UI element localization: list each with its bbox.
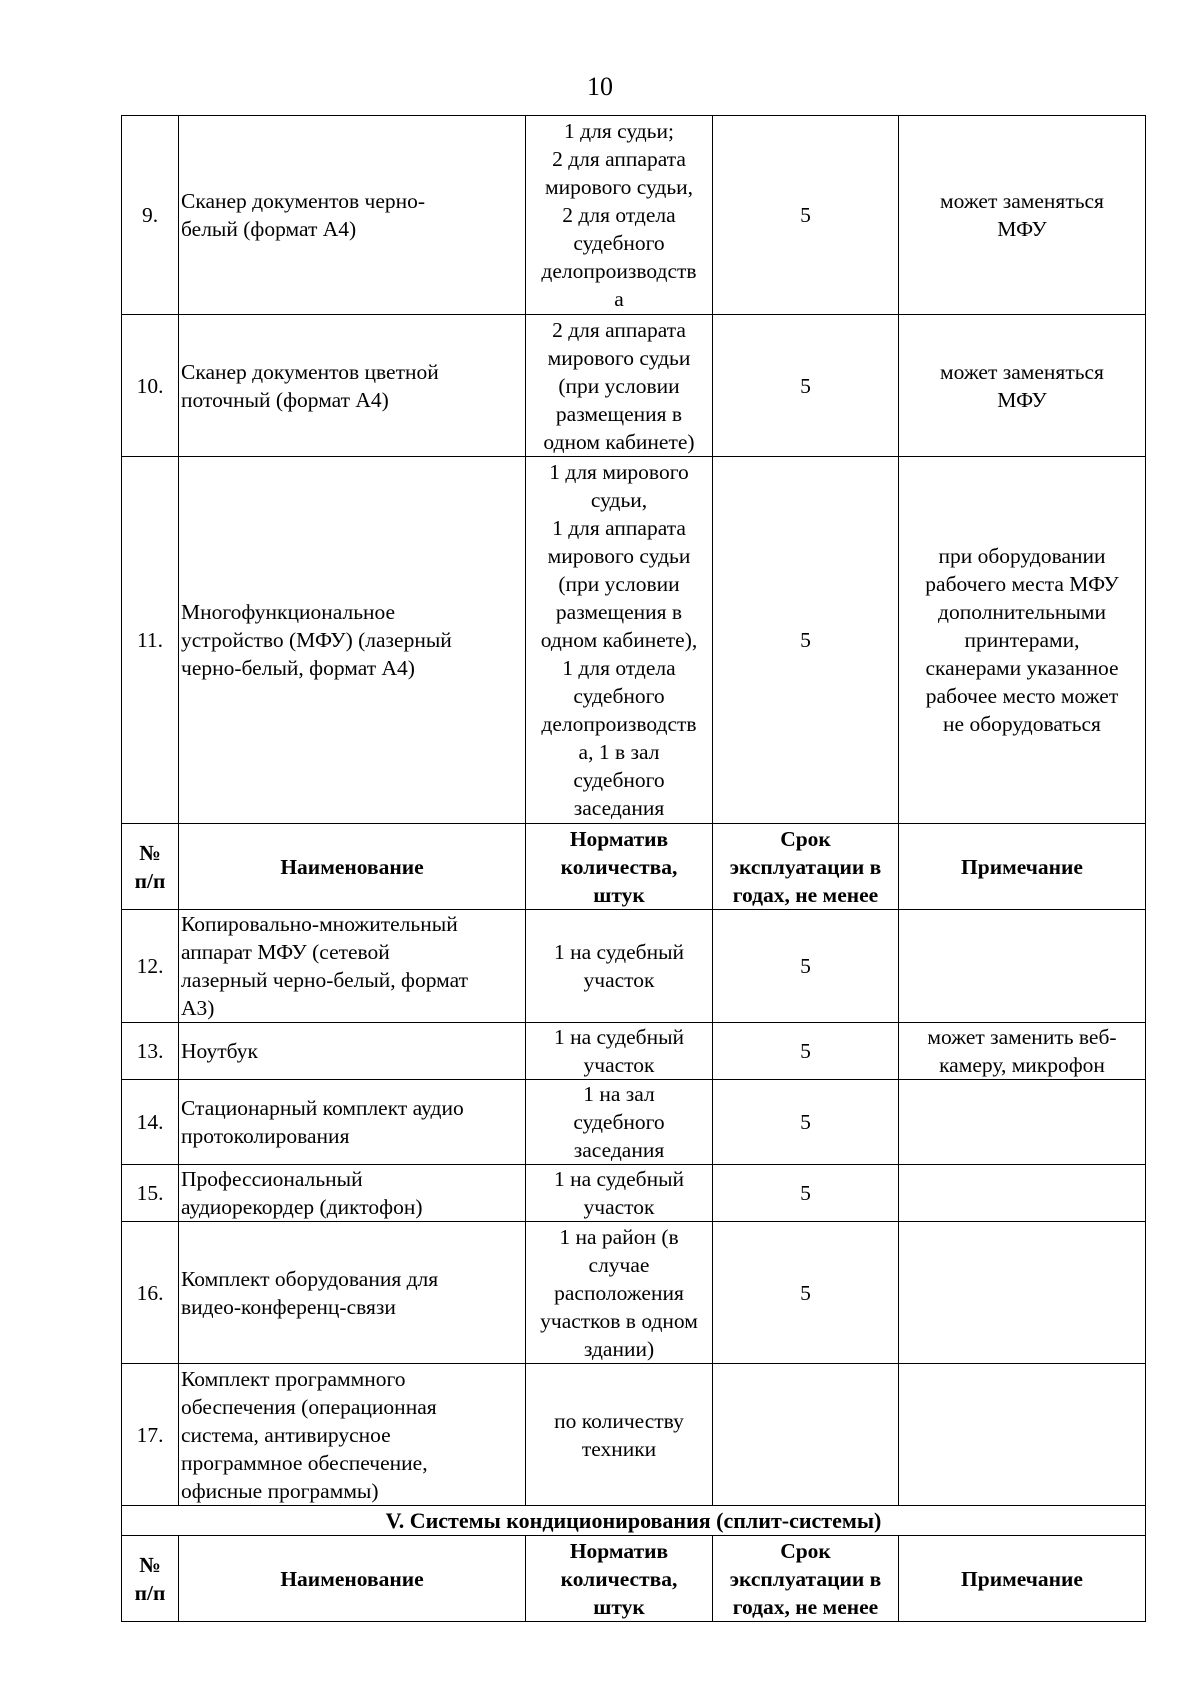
item-name: Комплект программного обеспечения (операционная система, антивирусное программное обеспечение, офисные программы) (179, 1364, 526, 1506)
column-header-service-life: Срок эксплуатации в годах, не менее (713, 1536, 899, 1622)
item-quantity: 1 на район (в случае расположения участков в одном здании) (526, 1222, 713, 1364)
item-service-life: 5 (713, 315, 899, 457)
table-row (122, 910, 1146, 1023)
section-title: V. Системы кондиционирования (сплит-системы) (122, 1506, 1146, 1536)
item-note: может заменяться МФУ (899, 116, 1146, 315)
item-quantity: 1 на судебный участок (526, 910, 713, 1023)
item-note: при оборудовании рабочего места МФУ дополнительными принтерами, сканерами указанное рабочее место может не оборудоваться (899, 457, 1146, 824)
item-service-life: 5 (713, 457, 899, 824)
column-header-note: Примечание (899, 1536, 1146, 1622)
item-service-life: 5 (713, 910, 899, 1023)
table-row (122, 1165, 1146, 1222)
row-number: 12. (122, 910, 179, 1023)
item-note (899, 1080, 1146, 1165)
column-header-name: Наименование (179, 1536, 526, 1622)
item-note (899, 910, 1146, 1023)
item-service-life: 5 (713, 1165, 899, 1222)
item-name: Стационарный комплект аудио протоколирования (179, 1080, 526, 1165)
item-service-life: 5 (713, 1080, 899, 1165)
table-row (122, 315, 1146, 457)
item-note (899, 1165, 1146, 1222)
row-number: 14. (122, 1080, 179, 1165)
item-service-life (713, 1364, 899, 1506)
table-row (122, 457, 1146, 824)
table-row (122, 1023, 1146, 1080)
item-name: Сканер документов цветной поточный (формат А4) (179, 315, 526, 457)
table-header-row (122, 824, 1146, 910)
table-row (122, 1364, 1146, 1506)
item-note: может заменяться МФУ (899, 315, 1146, 457)
item-quantity: 1 на зал судебного заседания (526, 1080, 713, 1165)
item-quantity: 1 на судебный участок (526, 1023, 713, 1080)
column-header-number: № п/п (122, 824, 179, 910)
item-note (899, 1364, 1146, 1506)
item-quantity: 1 для мирового судьи, 1 для аппарата мирового судьи (при условии размещения в одном кабинете), 1 для отдела судебного делопроизводств а, 1 в зал судебного заседания (526, 457, 713, 824)
item-quantity: 1 на судебный участок (526, 1165, 713, 1222)
equipment-table (121, 115, 1146, 1622)
row-number: 17. (122, 1364, 179, 1506)
item-name: Сканер документов черно- белый (формат А4) (179, 116, 526, 315)
item-service-life: 5 (713, 1222, 899, 1364)
column-header-name: Наименование (179, 824, 526, 910)
table-header-row (122, 1536, 1146, 1622)
row-number: 13. (122, 1023, 179, 1080)
item-note (899, 1222, 1146, 1364)
item-name: Профессиональный аудиорекордер (диктофон) (179, 1165, 526, 1222)
item-name: Комплект оборудования для видео-конференц-связи (179, 1222, 526, 1364)
item-name: Ноутбук (179, 1023, 526, 1080)
table-row (122, 116, 1146, 315)
item-service-life: 5 (713, 116, 899, 315)
row-number: 9. (122, 116, 179, 315)
row-number: 15. (122, 1165, 179, 1222)
item-quantity: 2 для аппарата мирового судьи (при условии размещения в одном кабинете) (526, 315, 713, 457)
item-quantity: по количеству техники (526, 1364, 713, 1506)
page-number: 10 (587, 72, 613, 101)
item-service-life: 5 (713, 1023, 899, 1080)
column-header-quantity: Норматив количества, штук (526, 1536, 713, 1622)
table-row (122, 1080, 1146, 1165)
item-name: Копировально-множительный аппарат МФУ (сетевой лазерный черно-белый, формат А3) (179, 910, 526, 1023)
row-number: 16. (122, 1222, 179, 1364)
table-row (122, 1222, 1146, 1364)
section-row (122, 1506, 1146, 1536)
column-header-number: № п/п (122, 1536, 179, 1622)
row-number: 11. (122, 457, 179, 824)
item-note: может заменить веб- камеру, микрофон (899, 1023, 1146, 1080)
row-number: 10. (122, 315, 179, 457)
column-header-note: Примечание (899, 824, 1146, 910)
column-header-service-life: Срок эксплуатации в годах, не менее (713, 824, 899, 910)
item-name: Многофункциональное устройство (МФУ) (лазерный черно-белый, формат А4) (179, 457, 526, 824)
column-header-quantity: Норматив количества, штук (526, 824, 713, 910)
item-quantity: 1 для судьи; 2 для аппарата мирового судьи, 2 для отдела судебного делопроизводств а (526, 116, 713, 315)
